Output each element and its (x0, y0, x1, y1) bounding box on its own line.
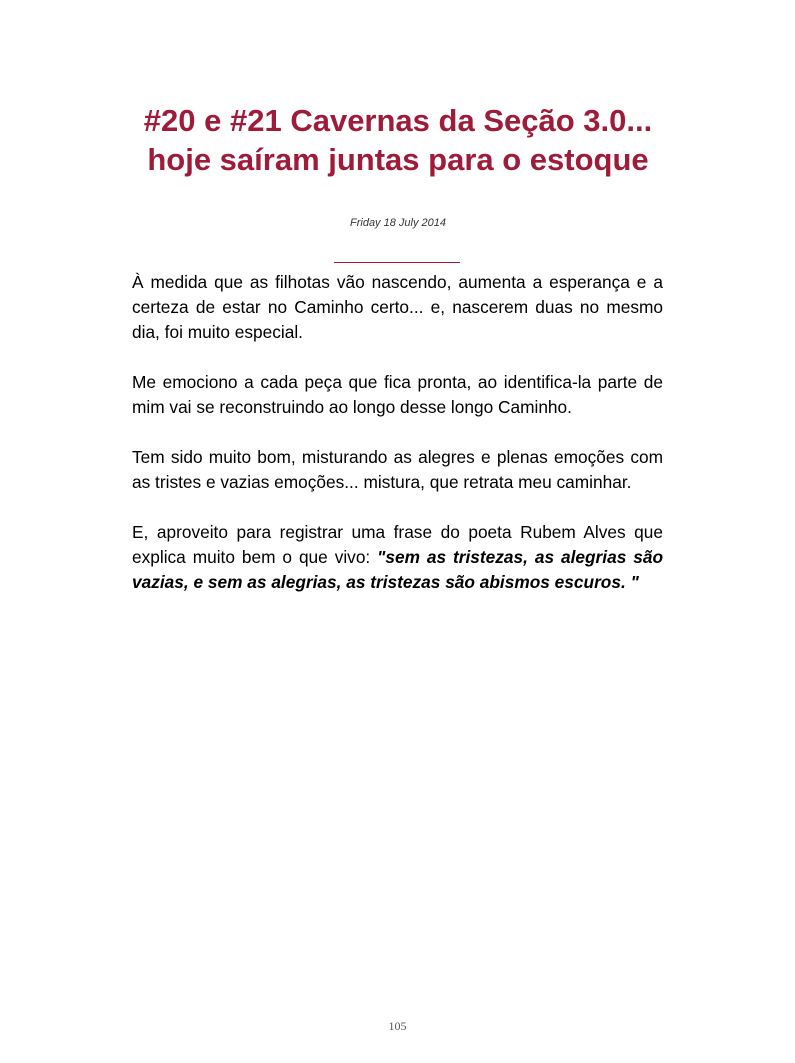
paragraph-1: À medida que as filhotas vão nascendo, aumenta a esperança e a certeza de estar no Caminho certo... e, nascerem duas no mesmo dia, foi muito especial. (132, 272, 663, 342)
page-number: 105 (388, 1019, 407, 1033)
paragraph-4-lead: E, aproveito para registrar uma frase do poeta Rubem Alves que explica muito bem o que vivo: (132, 522, 663, 567)
paragraph-4 (132, 520, 663, 595)
rubem-alves-quote: "sem as tristezas, as alegrias são vazias, e sem as alegrias, as tristezas são abismos escuros. " (132, 547, 663, 592)
article-title: #20 e #21 Cavernas da Seção 3.0... hoje saíram juntas para o estoque (143, 103, 653, 177)
article-date: Friday 18 July 2014 (350, 217, 446, 229)
paragraph-3: Tem sido muito bom, misturando as alegres e plenas emoções com as tristes e vazias emoções... mistura, que retrata meu caminhar. (132, 447, 663, 492)
title-divider (334, 262, 460, 263)
paragraph-2: Me emociono a cada peça que fica pronta, ao identifica-la parte de mim vai se reconstruindo ao longo desse longo Caminho. (132, 372, 663, 417)
article-body (132, 270, 663, 620)
